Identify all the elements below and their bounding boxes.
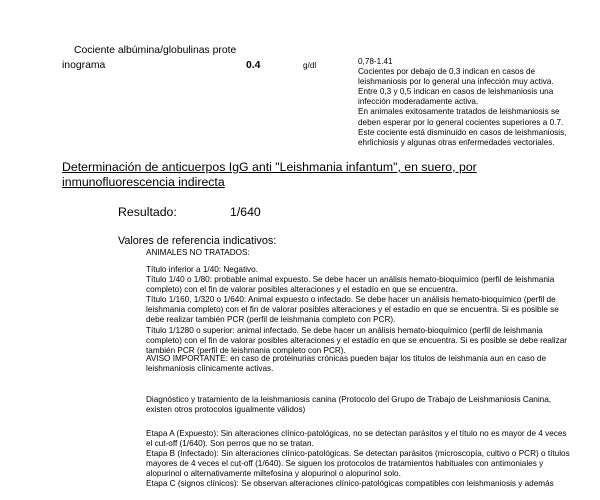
stage-line: el cut-off (1/640). Son perros que no se tratan. bbox=[146, 439, 314, 449]
titre-line: debe realizar también PCR (perfil de leishmania completo con PCR). bbox=[146, 315, 396, 325]
albumin-ref-line: deben esperar por lo general cocientes superiores a 0.7. bbox=[358, 117, 564, 127]
albumin-ref-line: En animales exitosamente tratados de leishmaniosis se bbox=[358, 107, 560, 117]
stage-line: mayores de 4 veces el cut-off (1/640). Se siguen los protocolos de tratamientos habituales con antimoniales y bbox=[146, 459, 544, 469]
reference-heading: Valores de referencia indicativos: bbox=[118, 235, 277, 247]
stage-descriptions bbox=[146, 429, 596, 490]
untreated-heading: ANIMALES NO TRATADOS: bbox=[146, 248, 250, 257]
antibody-section-title: Determinación de anticuerpos IgG anti "Leishmania infantum", en suero, por inmunofluorescencia indirecta bbox=[62, 160, 477, 189]
albumin-ref-line: ehrlichiosis y algunas otras enfermedades vectoriales. bbox=[358, 137, 555, 147]
protocol-line: existen otros protocolos igualmente válidos) bbox=[146, 405, 306, 415]
result-value: 1/640 bbox=[230, 205, 261, 219]
warning-line: AVISO IMPORTANTE: en caso de proteinurias crónicas pueden bajar los títulos de leishmania aun en caso de bbox=[146, 354, 547, 363]
albumin-unit: g/dl bbox=[303, 61, 317, 70]
albumin-ref-line: Entre 0,3 y 0,5 indican en casos de leishmaniosis una bbox=[358, 87, 554, 97]
titre-line: Título 1/1280 o superior: animal infectado. Se debe hacer un análisis hemato-bioquímico (perfil de leishmania bbox=[146, 325, 543, 335]
albumin-reference bbox=[358, 57, 593, 148]
titre-interpretation bbox=[146, 265, 596, 356]
albumin-ref-line: infección moderadamente activa. bbox=[358, 97, 479, 107]
stage-line: Etapa B (Infectado): Sin alteraciones clínico-patológicas. Se detectan parásitos (microscopía, cultivo o PCR) o títulos bbox=[146, 449, 570, 459]
titre-line: Título 1/160, 1/320 o 1/640: Animal expuesto o infectado. Se debe hacer un análisis hemato-bioquímico (perfil de bbox=[146, 295, 556, 305]
albumin-ref-line: leishmaniosis por lo general una infección muy activa. bbox=[358, 77, 554, 87]
albumin-ref-line: Cocientes por debajo de 0,3 indican en casos de bbox=[358, 67, 536, 77]
albumin-ref-line: Este cociente está disminuido en casos de leishmaniosis, bbox=[358, 127, 567, 137]
protocol-note bbox=[146, 395, 596, 415]
albumin-ref-line: 0,78-1.41 bbox=[358, 57, 393, 66]
titre-line: Título inferior a 1/40: Negativo. bbox=[146, 265, 258, 274]
warning-line: leishmaniosis clínicamente activas. bbox=[146, 364, 274, 374]
albumin-value: 0.4 bbox=[246, 60, 261, 71]
important-warning bbox=[146, 354, 596, 374]
stage-line: alopurinol o alternativamente miltefosina y alopurinol o alopurinol solo. bbox=[146, 469, 401, 479]
titre-line: leishmania completo) con el fin de valorar posibles alteraciones y el estadío en que se encuentra. Si es posible se bbox=[146, 305, 559, 315]
titre-line: Título 1/40 o 1/80: probable animal expuesto. Se debe hacer un análisis hemato-bioquímico (perfil de leishmania bbox=[146, 275, 555, 285]
albumin-label-line2: inograma bbox=[62, 60, 106, 71]
albumin-label-line1: Cociente albúmina/globulinas prote bbox=[74, 45, 237, 56]
titre-line: también PCR (perfil de leishmania completo con PCR). bbox=[146, 345, 346, 355]
stage-line: Etapa C (signos clínicos): Se observan alteraciones clínico-patológicas compatibles con leishmaniosis y además bbox=[146, 479, 554, 489]
result-label: Resultado: bbox=[118, 205, 177, 219]
titre-line: completo) con el fin de valorar posibles alteraciones y el estadío en que se encuentra. Si es posible se debe realizar bbox=[146, 335, 567, 345]
protocol-line: Diagnóstico y tratamiento de la leishmaniosis canina (Protocolo del Grupo de Trabajo de Leishmaniosis Canina, bbox=[146, 395, 552, 404]
stage-line: Etapa A (Expuesto): Sin alteraciones clínico-patológicas, no se detectan parásitos y el título no es mayor de 4 veces bbox=[146, 429, 567, 438]
titre-line: completo) con el fin de valorar posibles alteraciones y el estadío en que se encuentra. bbox=[146, 285, 458, 295]
